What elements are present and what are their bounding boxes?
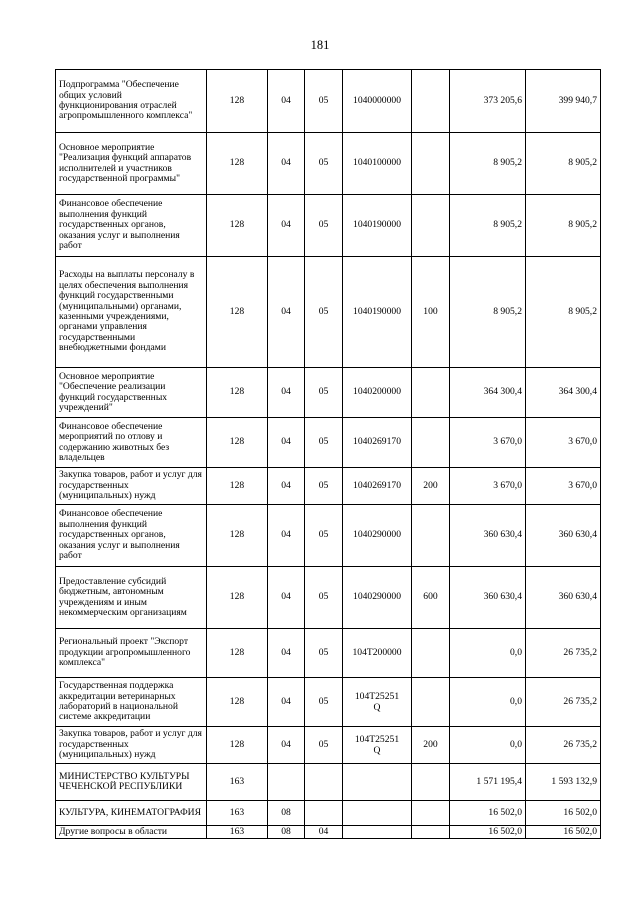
cell-section: 04 xyxy=(268,133,305,195)
cell-amount-2: 364 300,4 xyxy=(526,368,601,418)
cell-amount-1: 360 630,4 xyxy=(450,567,526,629)
row-name: Закупка товаров, работ и услуг для государственных (муниципальных) нужд xyxy=(56,727,207,764)
cell-amount-1: 8 905,2 xyxy=(450,257,526,368)
cell-expense-type xyxy=(412,195,450,257)
cell-section: 04 xyxy=(268,70,305,133)
cell-subsection: 05 xyxy=(305,133,343,195)
cell-amount-2: 8 905,2 xyxy=(526,195,601,257)
cell-ministry-code: 128 xyxy=(207,505,268,567)
cell-amount-2: 360 630,4 xyxy=(526,505,601,567)
cell-subsection: 05 xyxy=(305,629,343,678)
cell-ministry-code: 128 xyxy=(207,567,268,629)
row-name: Закупка товаров, работ и услуг для государственных (муниципальных) нужд xyxy=(56,468,207,505)
row-name: Расходы на выплаты персоналу в целях обеспечения выполнения функций государственными (муниципальными) органами, казенными учреждениями, органами управления государственными внебюджетными фондами xyxy=(56,257,207,368)
cell-subsection: 05 xyxy=(305,195,343,257)
cell-section: 04 xyxy=(268,468,305,505)
cell-expense-type: 100 xyxy=(412,257,450,368)
cell-ministry-code: 128 xyxy=(207,133,268,195)
cell-section: 08 xyxy=(268,826,305,839)
row-name: Финансовое обеспечение мероприятий по отлову и содержанию животных без владельцев xyxy=(56,418,207,468)
cell-amount-1: 16 502,0 xyxy=(450,801,526,826)
row-name: Государственная поддержка аккредитации ветеринарных лабораторий в национальной системе аккредитации xyxy=(56,678,207,727)
cell-amount-2: 26 735,2 xyxy=(526,727,601,764)
cell-expense-type xyxy=(412,418,450,468)
cell-expense-type xyxy=(412,368,450,418)
cell-expense-type xyxy=(412,801,450,826)
budget-table xyxy=(55,69,601,839)
cell-amount-1: 0,0 xyxy=(450,727,526,764)
cell-expense-type xyxy=(412,764,450,801)
cell-amount-1: 364 300,4 xyxy=(450,368,526,418)
cell-subsection xyxy=(305,801,343,826)
row-name: Подпрограмма "Обеспечение общих условий функционирования отраслей агропромышленного комплекса" xyxy=(56,70,207,133)
cell-ministry-code: 128 xyxy=(207,70,268,133)
page-number: 181 xyxy=(310,38,330,52)
cell-expense-type xyxy=(412,678,450,727)
table-row xyxy=(56,801,601,826)
cell-subsection: 05 xyxy=(305,678,343,727)
cell-target-article: 104T25251 Q xyxy=(343,678,412,727)
cell-ministry-code: 128 xyxy=(207,195,268,257)
cell-ministry-code: 128 xyxy=(207,257,268,368)
cell-subsection: 05 xyxy=(305,505,343,567)
cell-expense-type: 200 xyxy=(412,727,450,764)
cell-amount-1: 0,0 xyxy=(450,629,526,678)
cell-ministry-code: 163 xyxy=(207,801,268,826)
cell-amount-2: 1 593 132,9 xyxy=(526,764,601,801)
cell-target-article: 1040000000 xyxy=(343,70,412,133)
row-name: Предоставление субсидий бюджетным, автономным учреждениям и иным некоммерческим организациям xyxy=(56,567,207,629)
table-row xyxy=(56,257,601,368)
cell-amount-2: 8 905,2 xyxy=(526,257,601,368)
cell-amount-1: 373 205,6 xyxy=(450,70,526,133)
cell-expense-type xyxy=(412,629,450,678)
cell-subsection: 05 xyxy=(305,418,343,468)
row-name: Основное мероприятие "Обеспечение реализации функций государственных учреждений" xyxy=(56,368,207,418)
cell-amount-2: 360 630,4 xyxy=(526,567,601,629)
table-row xyxy=(56,826,601,839)
cell-ministry-code: 128 xyxy=(207,727,268,764)
cell-target-article: 104T200000 xyxy=(343,629,412,678)
cell-amount-1: 3 670,0 xyxy=(450,468,526,505)
cell-section: 04 xyxy=(268,368,305,418)
table-row xyxy=(56,133,601,195)
cell-amount-2: 3 670,0 xyxy=(526,468,601,505)
cell-amount-1: 3 670,0 xyxy=(450,418,526,468)
cell-section: 04 xyxy=(268,629,305,678)
cell-subsection: 05 xyxy=(305,70,343,133)
cell-ministry-code: 128 xyxy=(207,678,268,727)
table-row xyxy=(56,629,601,678)
cell-subsection: 05 xyxy=(305,567,343,629)
cell-amount-2: 16 502,0 xyxy=(526,801,601,826)
cell-target-article: 1040269170 xyxy=(343,418,412,468)
cell-amount-2: 8 905,2 xyxy=(526,133,601,195)
table-row xyxy=(56,764,601,801)
cell-amount-1: 8 905,2 xyxy=(450,195,526,257)
cell-subsection: 04 xyxy=(305,826,343,839)
cell-target-article xyxy=(343,801,412,826)
cell-target-article: 1040269170 xyxy=(343,468,412,505)
cell-ministry-code: 128 xyxy=(207,468,268,505)
cell-target-article xyxy=(343,764,412,801)
cell-amount-1: 360 630,4 xyxy=(450,505,526,567)
cell-amount-2: 399 940,7 xyxy=(526,70,601,133)
cell-subsection: 05 xyxy=(305,368,343,418)
cell-expense-type xyxy=(412,505,450,567)
table-row xyxy=(56,567,601,629)
cell-section xyxy=(268,764,305,801)
table-row xyxy=(56,368,601,418)
cell-target-article: 1040190000 xyxy=(343,195,412,257)
cell-amount-1: 8 905,2 xyxy=(450,133,526,195)
table-row xyxy=(56,468,601,505)
cell-section: 04 xyxy=(268,727,305,764)
cell-section: 04 xyxy=(268,505,305,567)
cell-amount-2: 26 735,2 xyxy=(526,678,601,727)
cell-amount-1: 0,0 xyxy=(450,678,526,727)
cell-target-article: 1040190000 xyxy=(343,257,412,368)
table-row xyxy=(56,505,601,567)
cell-ministry-code: 128 xyxy=(207,418,268,468)
row-name: Финансовое обеспечение выполнения функций государственных органов, оказания услуг и выполнения работ xyxy=(56,505,207,567)
table-row xyxy=(56,678,601,727)
cell-target-article xyxy=(343,826,412,839)
cell-section: 04 xyxy=(268,195,305,257)
cell-amount-1: 1 571 195,4 xyxy=(450,764,526,801)
cell-subsection: 05 xyxy=(305,727,343,764)
cell-section: 04 xyxy=(268,257,305,368)
cell-target-article: 1040290000 xyxy=(343,505,412,567)
cell-amount-2: 3 670,0 xyxy=(526,418,601,468)
cell-section: 04 xyxy=(268,418,305,468)
cell-target-article: 1040290000 xyxy=(343,567,412,629)
row-name: КУЛЬТУРА, КИНЕМАТОГРАФИЯ xyxy=(56,801,207,826)
row-name: Региональный проект "Экспорт продукции агропромышленного комплекса" xyxy=(56,629,207,678)
row-name: Финансовое обеспечение выполнения функций государственных органов, оказания услуг и выполнения работ xyxy=(56,195,207,257)
row-name: Другие вопросы в области xyxy=(56,826,207,839)
cell-ministry-code: 128 xyxy=(207,368,268,418)
cell-target-article: 1040200000 xyxy=(343,368,412,418)
cell-ministry-code: 163 xyxy=(207,764,268,801)
table-row xyxy=(56,418,601,468)
cell-section: 08 xyxy=(268,801,305,826)
cell-expense-type xyxy=(412,133,450,195)
cell-section: 04 xyxy=(268,678,305,727)
cell-amount-2: 26 735,2 xyxy=(526,629,601,678)
cell-subsection xyxy=(305,764,343,801)
cell-subsection: 05 xyxy=(305,257,343,368)
cell-amount-1: 16 502,0 xyxy=(450,826,526,839)
cell-expense-type xyxy=(412,826,450,839)
table-row xyxy=(56,195,601,257)
cell-expense-type xyxy=(412,70,450,133)
table-row xyxy=(56,727,601,764)
cell-target-article: 1040100000 xyxy=(343,133,412,195)
cell-section: 04 xyxy=(268,567,305,629)
cell-expense-type: 200 xyxy=(412,468,450,505)
cell-ministry-code: 163 xyxy=(207,826,268,839)
cell-target-article: 104T25251 Q xyxy=(343,727,412,764)
cell-ministry-code: 128 xyxy=(207,629,268,678)
row-name: Основное мероприятие "Реализация функций аппаратов исполнителей и участников государственной программы" xyxy=(56,133,207,195)
cell-subsection: 05 xyxy=(305,468,343,505)
table-row xyxy=(56,70,601,133)
cell-expense-type: 600 xyxy=(412,567,450,629)
cell-amount-2: 16 502,0 xyxy=(526,826,601,839)
row-name: МИНИСТЕРСТВО КУЛЬТУРЫ ЧЕЧЕНСКОЙ РЕСПУБЛИКИ xyxy=(56,764,207,801)
